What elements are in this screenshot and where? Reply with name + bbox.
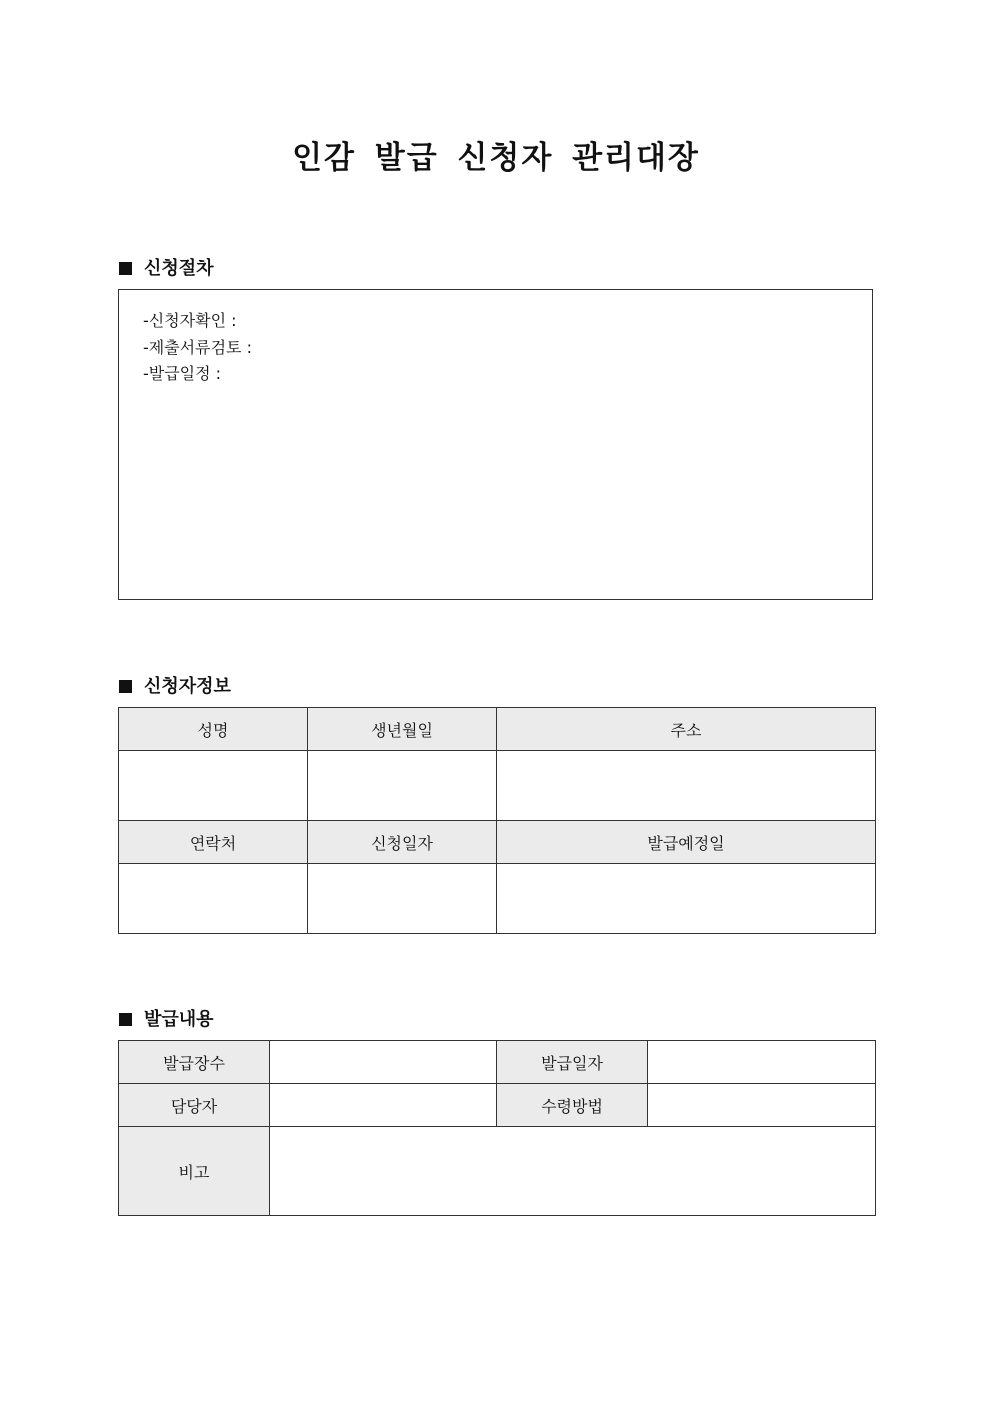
procedure-line-identity: -신청자확인 :	[143, 311, 237, 330]
contact-field[interactable]	[119, 864, 308, 934]
section-heading-label: 신청절차	[144, 258, 214, 279]
section-heading-issuance	[119, 1005, 214, 1031]
square-bullet-icon	[119, 680, 132, 693]
issue-count-field[interactable]	[270, 1041, 497, 1084]
table-row	[119, 1041, 876, 1084]
label-issue-date: 발급일자	[497, 1041, 648, 1084]
procedure-box	[118, 289, 873, 600]
header-birthdate: 생년월일	[308, 708, 497, 751]
table-row	[119, 864, 876, 934]
header-planned-issue-date: 발급예정일	[497, 821, 876, 864]
manager-field[interactable]	[270, 1084, 497, 1127]
header-contact: 연락처	[119, 821, 308, 864]
table-row	[119, 1084, 876, 1127]
application-date-field[interactable]	[308, 864, 497, 934]
birthdate-field[interactable]	[308, 751, 497, 821]
receipt-method-field[interactable]	[648, 1084, 876, 1127]
table-header-row	[119, 821, 876, 864]
table-header-row	[119, 708, 876, 751]
issue-date-field[interactable]	[648, 1041, 876, 1084]
label-receipt-method: 수령방법	[497, 1084, 648, 1127]
address-field[interactable]	[497, 751, 876, 821]
table-row	[119, 751, 876, 821]
label-issue-count: 발급장수	[119, 1041, 270, 1084]
table-row	[119, 1127, 876, 1216]
header-address: 주소	[497, 708, 876, 751]
section-heading-label: 신청자정보	[144, 676, 231, 697]
label-note: 비고	[119, 1127, 270, 1216]
square-bullet-icon	[119, 262, 132, 275]
procedure-line-documents: -제출서류검토 :	[143, 337, 252, 357]
planned-issue-date-field[interactable]	[497, 864, 876, 934]
issuance-details-table	[118, 1040, 876, 1216]
header-application-date: 신청일자	[308, 821, 497, 864]
page-title: 인감 발급 신청자 관리대장	[292, 140, 700, 176]
header-name: 성명	[119, 708, 308, 751]
procedure-line-schedule: -발급일정 :	[143, 364, 222, 383]
section-heading-applicant	[119, 672, 231, 698]
square-bullet-icon	[119, 1013, 132, 1026]
note-field[interactable]	[270, 1127, 876, 1216]
section-heading-procedure	[119, 254, 214, 280]
label-manager: 담당자	[119, 1084, 270, 1127]
section-heading-label: 발급내용	[144, 1009, 214, 1030]
applicant-info-table	[118, 707, 876, 934]
name-field[interactable]	[119, 751, 308, 821]
